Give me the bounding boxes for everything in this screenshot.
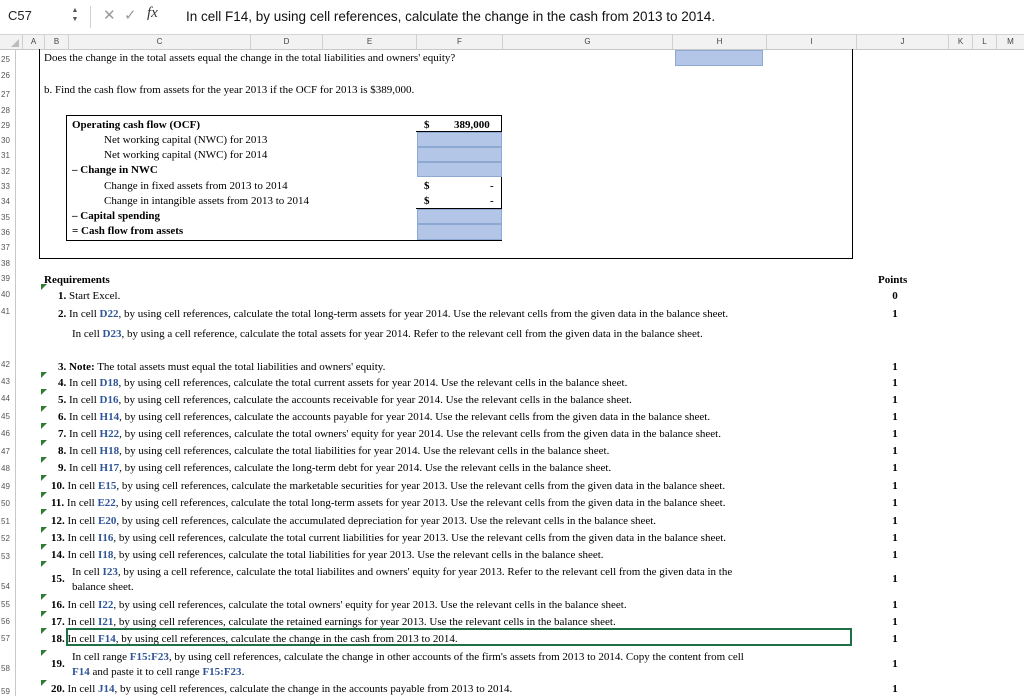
requirement-3: 3. Note: The total assets must equal the total liabilities and owners' equity.	[58, 361, 386, 373]
row-header[interactable]: 34	[1, 197, 10, 206]
requirement-4: 4. In cell D18, by using cell references, calculate the total current assets for year 2014. Use the relevant cells in the balance sheet.	[58, 377, 628, 389]
row-header[interactable]: 51	[1, 517, 10, 526]
requirement-19-number: 19.	[51, 658, 65, 670]
column-header-l[interactable]: L	[972, 35, 996, 49]
comment-marker-icon[interactable]	[41, 372, 47, 378]
row-header[interactable]: 27	[1, 90, 10, 99]
input-cell-f35[interactable]	[417, 209, 502, 224]
points-heading: Points	[878, 274, 908, 286]
points-value: 1	[892, 394, 898, 406]
input-cell-f32[interactable]	[417, 162, 502, 177]
points-value: 1	[892, 616, 898, 628]
comment-marker-icon[interactable]	[41, 492, 47, 498]
row-header[interactable]: 25	[1, 55, 10, 64]
points-value: 1	[892, 683, 898, 695]
comment-marker-icon[interactable]	[41, 440, 47, 446]
row-header[interactable]: 39	[1, 274, 10, 283]
column-header-j[interactable]: J	[856, 35, 948, 49]
comment-marker-icon[interactable]	[41, 457, 47, 463]
section-border-left	[39, 49, 40, 259]
comment-marker-icon[interactable]	[41, 650, 47, 656]
section-border-bottom	[39, 258, 853, 259]
comment-marker-icon[interactable]	[41, 561, 47, 567]
cash-flow-from-assets-label: = Cash flow from assets	[72, 225, 184, 237]
name-box-stepper-icon[interactable]: ▲ ▼	[71, 7, 79, 23]
points-value: 1	[892, 428, 898, 440]
row-header[interactable]: 30	[1, 136, 10, 145]
requirement-15-number: 15.	[51, 573, 65, 585]
input-cell-f30[interactable]	[417, 132, 502, 147]
comment-marker-icon[interactable]	[41, 406, 47, 412]
row-header[interactable]: 56	[1, 617, 10, 626]
ocf-label: Operating cash flow (OCF)	[72, 119, 201, 131]
input-cell-f36[interactable]	[417, 224, 502, 240]
requirement-11: 11. In cell E22, by using cell references, calculate the total long-term assets for year 2013. Use the relevant cells from the given data in the balance sheet.	[51, 497, 726, 509]
requirement-1: 1. Start Excel.	[58, 290, 121, 302]
points-value: 1	[892, 308, 898, 320]
requirement-20: 20. In cell J14, by using cell references, calculate the change in the accounts payable from 2013 to 2014.	[51, 683, 513, 695]
points-value: 1	[892, 515, 898, 527]
nwc-2013-label: Net working capital (NWC) for 2013	[104, 134, 268, 146]
row-header[interactable]: 44	[1, 394, 10, 403]
requirement-19: In cell range F15:F23, by using cell references, calculate the change in other accounts of the firm's assets from 2013 to 2014. Copy the content from cell	[72, 651, 744, 663]
nwc-2014-label: Net working capital (NWC) for 2014	[104, 149, 268, 161]
fixed-assets-value: -	[490, 180, 494, 192]
row-header[interactable]: 52	[1, 534, 10, 543]
row-header[interactable]: 41	[1, 307, 10, 316]
fixed-assets-dollar: $	[424, 180, 430, 192]
row-header[interactable]: 37	[1, 243, 10, 252]
input-cell-f31[interactable]	[417, 147, 502, 162]
column-header-c[interactable]: C	[68, 35, 250, 49]
column-header-f[interactable]: F	[416, 35, 502, 49]
column-header-e[interactable]: E	[322, 35, 416, 49]
points-value: 1	[892, 658, 898, 670]
comment-marker-icon[interactable]	[41, 527, 47, 533]
requirement-15-continued: balance sheet.	[72, 581, 134, 593]
requirement-10: 10. In cell E15, by using cell references, calculate the marketable securities for year 2013. Use the relevant cells from the given data in the balance sheet.	[51, 480, 726, 492]
comment-marker-icon[interactable]	[41, 544, 47, 550]
comment-marker-icon[interactable]	[41, 389, 47, 395]
requirement-7: 7. In cell H22, by using cell references, calculate the total owners' equity for year 2014. Use the relevant cells from the given data in the balance sheet.	[58, 428, 721, 440]
comment-marker-icon[interactable]	[41, 475, 47, 481]
row-header[interactable]: 29	[1, 121, 10, 130]
points-value: 1	[892, 445, 898, 457]
points-value: 1	[892, 573, 898, 585]
points-value: 1	[892, 480, 898, 492]
column-header-a[interactable]: A	[22, 35, 44, 49]
requirement-2: 2. In cell D22, by using cell references, calculate the total long-term assets for year 2014. Use the relevant cells from the given data in the balance sheet.	[58, 308, 729, 320]
row-header[interactable]: 40	[1, 290, 10, 299]
row-header[interactable]: 54	[1, 582, 10, 591]
insert-function-icon[interactable]: fx	[147, 5, 158, 21]
row-header[interactable]: 32	[1, 167, 10, 176]
ocf-dollar-sign: $	[424, 119, 430, 131]
row-header[interactable]: 43	[1, 377, 10, 386]
requirement-6: 6. In cell H14, by using cell references, calculate the accounts payable for year 2014. Use the relevant cells from the given data in the balance sheet.	[58, 411, 711, 423]
column-header-h[interactable]: H	[672, 35, 766, 49]
ocf-value: 389,000	[454, 119, 490, 131]
row-header[interactable]: 42	[1, 360, 10, 369]
points-value: 1	[892, 549, 898, 561]
fixed-assets-label: Change in fixed assets from 2013 to 2014	[104, 180, 288, 192]
column-header-bar	[0, 35, 1024, 50]
requirement-16: 16. In cell I22, by using cell references, calculate the total owners' equity for year 2013. Use the relevant cells in the balance sheet.	[51, 599, 627, 611]
comment-marker-icon[interactable]	[41, 423, 47, 429]
requirement-14: 14. In cell I18, by using cell references, calculate the total liabilities for year 2013. Use the relevant cells in the balance sheet.	[51, 549, 604, 561]
formula-bar-divider	[90, 6, 91, 28]
row-header[interactable]: 46	[1, 429, 10, 438]
row-header[interactable]: 55	[1, 600, 10, 609]
part-b-question: b. Find the cash flow from assets for the year 2013 if the OCF for 2013 is $389,000.	[44, 84, 415, 96]
name-box[interactable]: C57	[8, 8, 32, 23]
points-value: 1	[892, 497, 898, 509]
intangible-assets-label: Change in intangible assets from 2013 to 2014	[104, 195, 309, 207]
question-change-total-assets: Does the change in the total assets equal the change in the total liabilities and owners' equity?	[44, 52, 456, 64]
column-header-b[interactable]: B	[44, 35, 68, 49]
points-value: 0	[892, 290, 898, 302]
requirement-18: 18. In cell F14, by using cell references, calculate the change in the cash from 2013 to 2014.	[51, 633, 458, 645]
comment-marker-icon[interactable]	[41, 680, 47, 686]
accept-formula-icon[interactable]: ✓	[124, 7, 137, 24]
row-header-bar	[0, 49, 15, 696]
requirement-5: 5. In cell D16, by using cell references, calculate the accounts receivable for year 2014. Use the relevant cells in the balance sheet.	[58, 394, 632, 406]
row-header[interactable]: 53	[1, 552, 10, 561]
column-header-m[interactable]: M	[996, 35, 1024, 49]
requirement-9: 9. In cell H17, by using cell references, calculate the long-term debt for year 2014. Use the relevant cells in the balance sheet.	[58, 462, 612, 474]
change-nwc-label: – Change in NWC	[72, 164, 158, 176]
requirement-13: 13. In cell I16, by using cell references, calculate the total current liabilities for year 2013. Use the relevant cells from the given data in the balance sheet.	[51, 532, 727, 544]
comment-marker-icon[interactable]	[41, 628, 47, 634]
row-header[interactable]: 38	[1, 259, 10, 268]
points-value: 1	[892, 633, 898, 645]
row-header[interactable]: 45	[1, 412, 10, 421]
comment-marker-icon[interactable]	[41, 284, 47, 290]
points-value: 1	[892, 377, 898, 389]
requirement-17: 17. In cell I21, by using cell references, calculate the retained earnings for year 2013. Use the relevant cells in the balance sheet.	[51, 616, 616, 628]
row-header-divider	[15, 49, 16, 696]
active-cell-c57[interactable]	[66, 628, 852, 646]
row-header[interactable]: 57	[1, 634, 10, 643]
intangible-assets-value: -	[490, 195, 494, 207]
row-header[interactable]: 36	[1, 228, 10, 237]
intangible-assets-dollar: $	[424, 195, 430, 207]
column-header-i[interactable]: I	[766, 35, 856, 49]
capital-spending-label: – Capital spending	[72, 210, 161, 222]
column-header-k[interactable]: K	[948, 35, 972, 49]
column-header-g[interactable]: G	[502, 35, 672, 49]
row-header[interactable]: 47	[1, 447, 10, 456]
requirement-8: 8. In cell H18, by using cell references, calculate the total liabilities for year 2014. Use the relevant cells in the balance sheet.	[58, 445, 610, 457]
row-header[interactable]: 50	[1, 499, 10, 508]
requirement-12: 12. In cell E20, by using cell references, calculate the accumulated depreciation for year 2013. Use the relevant cells in the balance sheet.	[51, 515, 657, 527]
points-value: 1	[892, 411, 898, 423]
row-header[interactable]: 49	[1, 482, 10, 491]
column-header-d[interactable]: D	[250, 35, 322, 49]
requirement-19-continued: F14 and paste it to cell range F15:F23.	[72, 666, 245, 678]
points-value: 1	[892, 462, 898, 474]
answer-cell-h25[interactable]	[675, 50, 763, 66]
comment-marker-icon[interactable]	[41, 611, 47, 617]
section-border-right	[852, 49, 853, 259]
row-header[interactable]: 59	[1, 687, 10, 696]
formula-input[interactable]: In cell F14, by using cell references, calculate the change in the cash from 2013 to 2014.	[186, 9, 716, 24]
comment-marker-icon[interactable]	[41, 509, 47, 515]
requirements-heading: Requirements	[44, 274, 110, 286]
select-all-button[interactable]	[0, 35, 22, 49]
points-value: 1	[892, 532, 898, 544]
row-header[interactable]: 48	[1, 464, 10, 473]
points-value: 1	[892, 599, 898, 611]
formula-bar	[0, 0, 1024, 35]
comment-marker-icon[interactable]	[41, 594, 47, 600]
row-header[interactable]: 28	[1, 106, 10, 115]
row-header[interactable]: 26	[1, 71, 10, 80]
requirement-2-continued: In cell D23, by using a cell reference, calculate the total assets for year 2014. Refer to the relevant cell from the given data in the balance sheet.	[72, 328, 703, 340]
row-header[interactable]: 35	[1, 213, 10, 222]
points-value: 1	[892, 361, 898, 373]
row-header[interactable]: 58	[1, 664, 10, 673]
requirement-15: In cell I23, by using a cell reference, calculate the total liabilites and owners' equity for year 2013. Refer to the relevant cell from the given data in the	[72, 566, 733, 578]
row-header[interactable]: 31	[1, 151, 10, 160]
cancel-formula-icon[interactable]: ✕	[103, 7, 116, 24]
row-header[interactable]: 33	[1, 182, 10, 191]
